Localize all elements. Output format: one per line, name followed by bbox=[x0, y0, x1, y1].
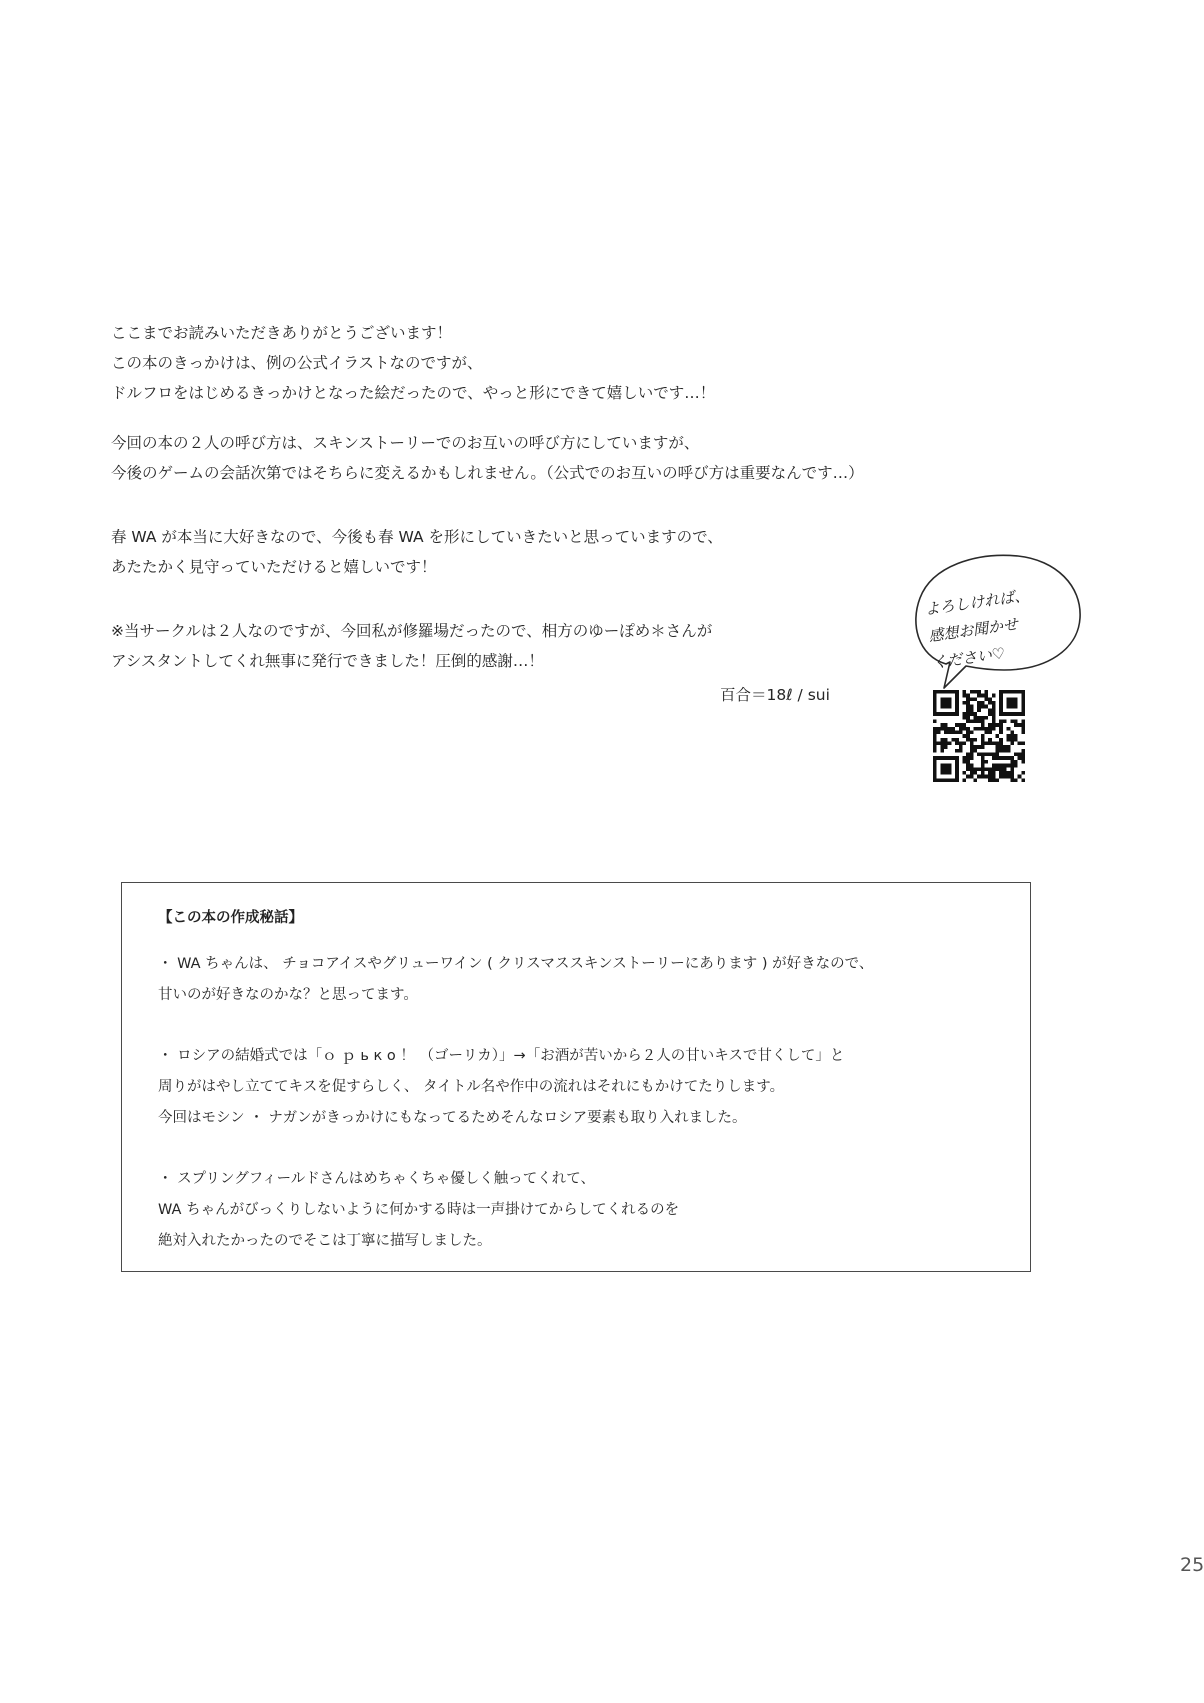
bubble-line: ください♡ bbox=[931, 644, 1007, 673]
text-line: アシスタントしてくれ無事に発行できました！圧倒的感謝…！ bbox=[111, 652, 544, 670]
making-of-content bbox=[158, 905, 1018, 1287]
text-line: 甘いのが好きなのかな？と思ってます。 bbox=[158, 987, 418, 1003]
text-line: 周りがはやし立ててキスを促すらしく、 タイトル名や作中の流れはそれにもかけてたりします。 bbox=[158, 1079, 785, 1095]
afterword-text bbox=[111, 318, 911, 696]
author-signature: 百合＝18ℓ / sui bbox=[720, 686, 830, 704]
page-number: 25 bbox=[1180, 1554, 1204, 1576]
text-line: あたたかく見守っていただけると嬉しいです！ bbox=[111, 558, 437, 576]
making-of-note bbox=[158, 1164, 1018, 1257]
bubble-line: よろしければ、 bbox=[923, 586, 1031, 619]
text-line: ドルフロをはじめるきっかけとなった絵だったので、やっと形にできて嬉しいです…！ bbox=[111, 384, 716, 402]
afterword-paragraph bbox=[111, 616, 911, 676]
text-line: 今後のゲームの会話次第ではそちらに変えるかもしれません。（公式でのお互いの呼び方は重要なんです…） bbox=[111, 464, 864, 482]
making-of-note bbox=[158, 949, 1018, 1011]
box-title: 【この本の作成秘話】 bbox=[158, 910, 303, 926]
text-line: WA ちゃんがびっくりしないように何かする時は一声掛けてからしてくれるのを bbox=[158, 1202, 680, 1218]
bubble-line: 感想お聞かせ bbox=[927, 615, 1020, 646]
text-line: 春 WA が本当に大好きなので、今後も春 WA を形にしていきたいと思っていますので、 bbox=[111, 528, 723, 546]
afterword-paragraph bbox=[111, 428, 911, 488]
qr-code-icon bbox=[933, 690, 1025, 782]
text-line: ・ ロシアの結婚式では「ｏ ｐ ь к о ！ （ゴーリカ）」→「お酒が苦いから２人の甘いキスで甘くして」と bbox=[158, 1048, 845, 1064]
text-line: 今回はモシン ・ ナガンがきっかけにもなってるためそんなロシア要素も取り入れました。 bbox=[158, 1110, 747, 1126]
text-line: ※当サークルは２人なのですが、今回私が修羅場だったので、相方のゆーぽめ＊さんが bbox=[111, 622, 713, 640]
text-line: 絶対入れたかったのでそこは丁寧に描写しました。 bbox=[158, 1233, 492, 1249]
making-of-box bbox=[121, 882, 1031, 1272]
text-line: ・ WA ちゃんは、 チョコアイスやグリューワイン ( クリスマススキンストーリーにあります ) が好きなので、 bbox=[158, 956, 874, 972]
making-of-note bbox=[158, 1041, 1018, 1134]
text-line: 今回の本の２人の呼び方は、スキンストーリーでのお互いの呼び方にしていますが、 bbox=[111, 434, 700, 452]
afterword-paragraph bbox=[111, 318, 911, 408]
speech-bubble bbox=[906, 546, 1086, 696]
text-line: ここまでお読みいただきありがとうございます！ bbox=[111, 324, 453, 342]
text-line: この本のきっかけは、例の公式イラストなのですが、 bbox=[111, 354, 483, 372]
afterword-paragraph bbox=[111, 522, 911, 582]
text-line: ・ スプリングフィールドさんはめちゃくちゃ優しく触ってくれて、 bbox=[158, 1171, 595, 1187]
